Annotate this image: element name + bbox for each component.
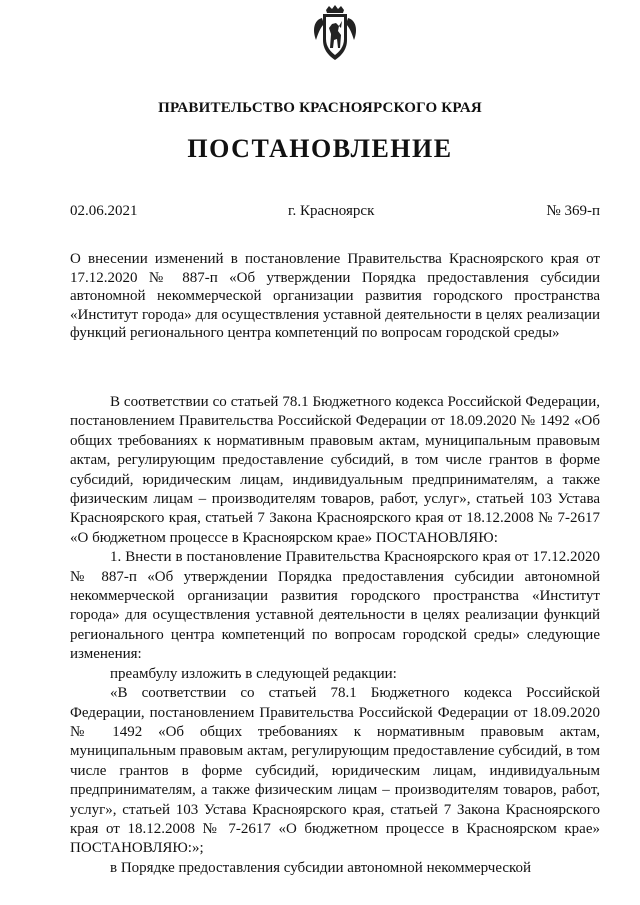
document-body: [70, 393, 600, 878]
document-type-title: ПОСТАНОВЛЕНИЕ: [187, 134, 453, 163]
preamble-paragraph: В соответствии со статьей 78.1 Бюджетного кодекса Российской Федерации, постановлением Правительства Российской Федерации от 18.09.2020 № 1492 «Об общих требованиях к нормативным правовым актам, муниципальным правовым актам, регулирующим предоставление субсидий, в том числе грантов в форме субсидий, юридическим лицам, индивидуальным предпринимателям, а также физическим лицам – производителям товаров, работ, услуг», статьей 103 Устава Красноярского края, статьей 7 Закона Красноярского края от 18.12.2008 № 7-2617 «О бюджетном процессе в Красноярском крае» ПОСТАНОВЛЯЮ:: [70, 394, 600, 546]
coat-of-arms-emblem: [312, 4, 358, 62]
document-date: 02.06.2021: [70, 203, 138, 219]
document-number: № 369-п: [546, 203, 600, 219]
item-1-paragraph: 1. Внести в постановление Правительства Красноярского края от 17.12.2020 № 887-п «Об утверждении Порядка предоставления субсидии автономной некоммерческой организации развития городского пространства «Институт города» для осуществления уставной деятельности в целях реализации функций регионального центра компетенций по вопросам городской среды» следующие изменения:: [70, 549, 600, 663]
preamble-instruction-paragraph: преамбулу изложить в следующей редакции:: [110, 665, 397, 682]
procedure-paragraph: в Порядке предоставления субсидии автономной некоммерческой: [110, 859, 532, 876]
document-city: г. Красноярск: [288, 203, 375, 219]
new-preamble-paragraph: «В соответствии со статьей 78.1 Бюджетного кодекса Российской Федерации, постановлением Правительства Российской Федерации от 18.09.2020 № 1492 «Об общих требованиях к нормативным правовым актам, муниципальным правовым актам, регулирующим предоставление субсидий, в том числе грантов в форме субсидий, юридическим лицам, индивидуальным предпринимателям, а также физическим лицам – производителям товаров, работ, услуг», статьей 103 Устава Красноярского края, статьей 7 Закона Красноярского края от 18.12.2008 № 7-2617 «О бюджетном процессе в Красноярском крае» ПОСТАНОВЛЯЮ:»;: [70, 685, 600, 857]
document-meta-row: [70, 203, 600, 221]
document-subject: О внесении изменений в постановление Правительства Красноярского края от 17.12.2020 № 887-п «Об утверждении Порядка предоставления субсидии автономной некоммерческой организации развития городского пространства «Институт города» для осуществления уставной деятельности в целях реализации функций регионального центра компетенций по вопросам городской среды»: [70, 251, 600, 342]
organization-name: ПРАВИТЕЛЬСТВО КРАСНОЯРСКОГО КРАЯ: [158, 100, 482, 116]
